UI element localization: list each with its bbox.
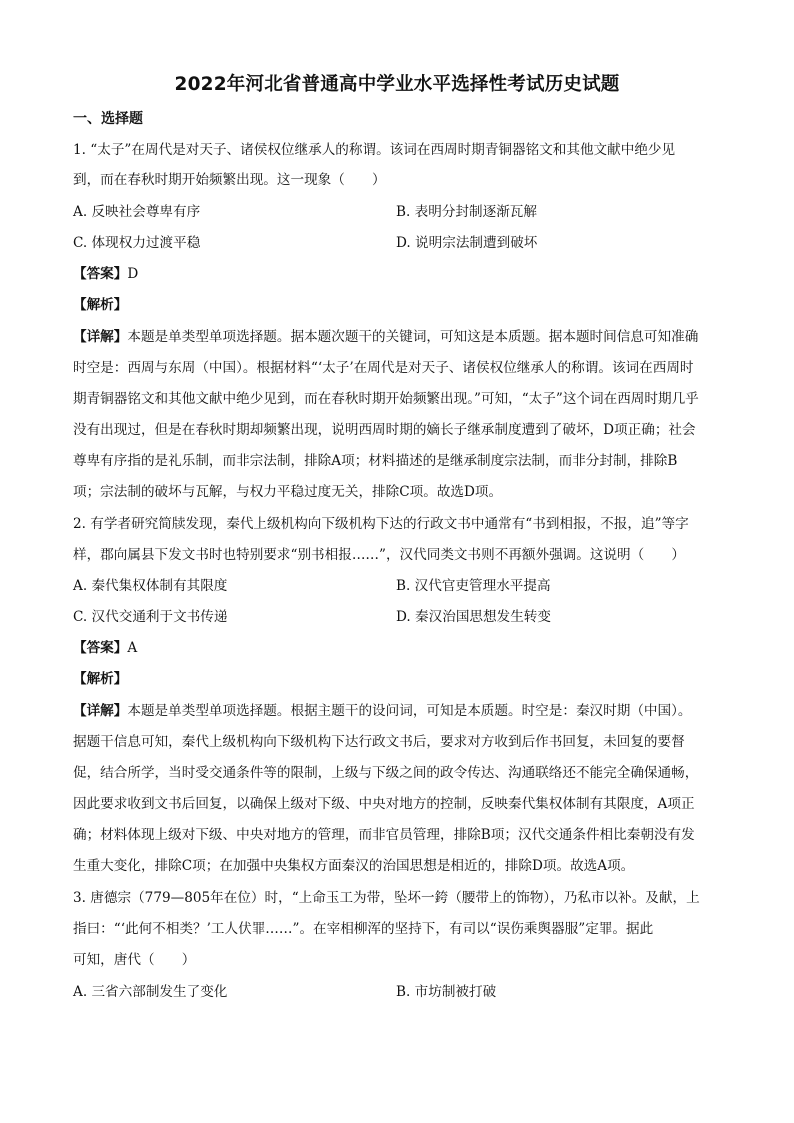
question-1-answer (73, 264, 723, 284)
question-1-detail-line-1 (73, 327, 723, 347)
question-3-stem-line-3: 可知，唐代（ ） (73, 952, 196, 968)
question-2-stem-line-2: 样，郡向属县下发文书时也特别要求“别书相报……”，汉代同类文书则不再额外强调。这说明（ ） (73, 547, 686, 563)
question-1-detail-line-2: 时空是：西周与东周（中国）。根据材料“‘太子’在周代是对天子、诸侯权位继承人的称谓。该词在西周时 (73, 360, 694, 376)
answer-tag: 【答案】 (73, 266, 128, 282)
question-1-stem-line-2: 到，而在春秋时期开始频繁出现。这一现象（ ） (73, 172, 386, 188)
answer-value: A (127, 640, 138, 656)
question-1-detail-line-3: 期青铜器铭文和其他文献中绝少见到，而在春秋时期开始频繁出现。”可知，“太子”这个词在西周时期几乎 (73, 391, 699, 407)
question-2-analysis-tag: 【解析】 (73, 671, 128, 687)
question-2-option-b: B. 汉代官吏管理水平提高 (396, 578, 551, 594)
question-3-stem-line-2: 指曰：“‘此何不相类？’工人伏罪……”。在宰相柳浑的坚持下，有司以“误伤乘舆器服”定罪。据此 (73, 921, 654, 937)
question-3-option-b: B. 市坊制被打破 (396, 984, 497, 1000)
detail-tag: 【详解】 (73, 703, 128, 719)
question-2-detail-line-3: 促，结合所学，当时受交通条件等的限制，上级与下级之间的政令传达、沟通联络还不能完全确保通畅， (73, 765, 699, 781)
answer-value: D (127, 266, 139, 282)
page-title: 2022年河北省普通高中学业水平选择性考试历史试题 (174, 74, 620, 95)
question-1-option-a: A. 反映社会尊卑有序 (73, 204, 201, 220)
question-2-detail-line-6: 生重大变化，排除C项；在加强中央集权方面秦汉的治国思想是相近的，排除D项。故选A项。 (73, 858, 635, 874)
question-3-stem-line-1: 3. 唐德宗（779—805年在位）时，“上命玉工为带，坠坏一銙（腰带上的饰物），乃私市以补。及献，上 (73, 890, 700, 906)
question-1-option-b: B. 表明分封制逐渐瓦解 (396, 204, 537, 220)
question-2-detail-line-4: 因此要求收到文书后回复，以确保上级对下级、中央对地方的控制，反映秦代集权体制有其限度，A项正 (73, 796, 695, 812)
question-1-option-d: D. 说明宗法制遭到破坏 (396, 235, 538, 251)
question-2-option-a: A. 秦代集权体制有其限度 (73, 578, 228, 594)
question-2-option-d: D. 秦汉治国思想发生转变 (396, 609, 551, 625)
question-3-option-a: A. 三省六部制发生了变化 (73, 984, 228, 1000)
answer-tag: 【答案】 (73, 640, 128, 656)
detail-tag: 【详解】 (73, 329, 128, 345)
question-2-detail-line-1 (73, 701, 723, 721)
question-1-detail-line-6: 项；宗法制的破坏与瓦解，与权力平稳过度无关，排除C项。故选D项。 (73, 484, 503, 500)
question-2-answer (73, 638, 723, 658)
question-1-analysis-tag: 【解析】 (73, 297, 128, 313)
question-1-detail-line-4: 没有出现过，但是在春秋时期却频繁出现，说明西周时期的嫡长子继承制度遭到了破坏，D项正确；社会 (73, 422, 696, 438)
question-2-stem-line-1: 2. 有学者研究简牍发现，秦代上级机构向下级机构下达的行政文书中通常有“书到相报，不报，追”等字 (73, 516, 689, 532)
question-1-option-c: C. 体现权力过渡平稳 (73, 235, 201, 251)
question-2-detail-line-2: 据题干信息可知，秦代上级机构向下级机构下达行政文书后，要求对方收到后作书回复，未回复的要督 (73, 734, 685, 750)
question-2-detail-line-5: 确；材料体现上级对下级、中央对地方的管理，而非官员管理，排除B项；汉代交通条件相比秦朝没有发 (73, 827, 695, 843)
detail-text: 本题是单类型单项选择题。根据主题干的设问词，可知是本质题。时空是：秦汉时期（中国）。 (127, 703, 692, 719)
detail-text: 本题是单类型单项选择题。据本题次题干的关键词，可知这是本质题。据本题时间信息可知准确 (127, 329, 699, 345)
section-heading: 一、选择题 (73, 111, 143, 127)
question-1-stem-line-1: 1. “太子”在周代是对天子、诸侯权位继承人的称谓。该词在西周时期青铜器铭文和其他文献中绝少见 (73, 142, 676, 158)
question-2-option-c: C. 汉代交通利于文书传递 (73, 609, 228, 625)
question-1-detail-line-5: 尊卑有序指的是礼乐制，而非宗法制，排除A项；材料描述的是继承制度宗法制，而非分封制，排除B (73, 453, 678, 469)
